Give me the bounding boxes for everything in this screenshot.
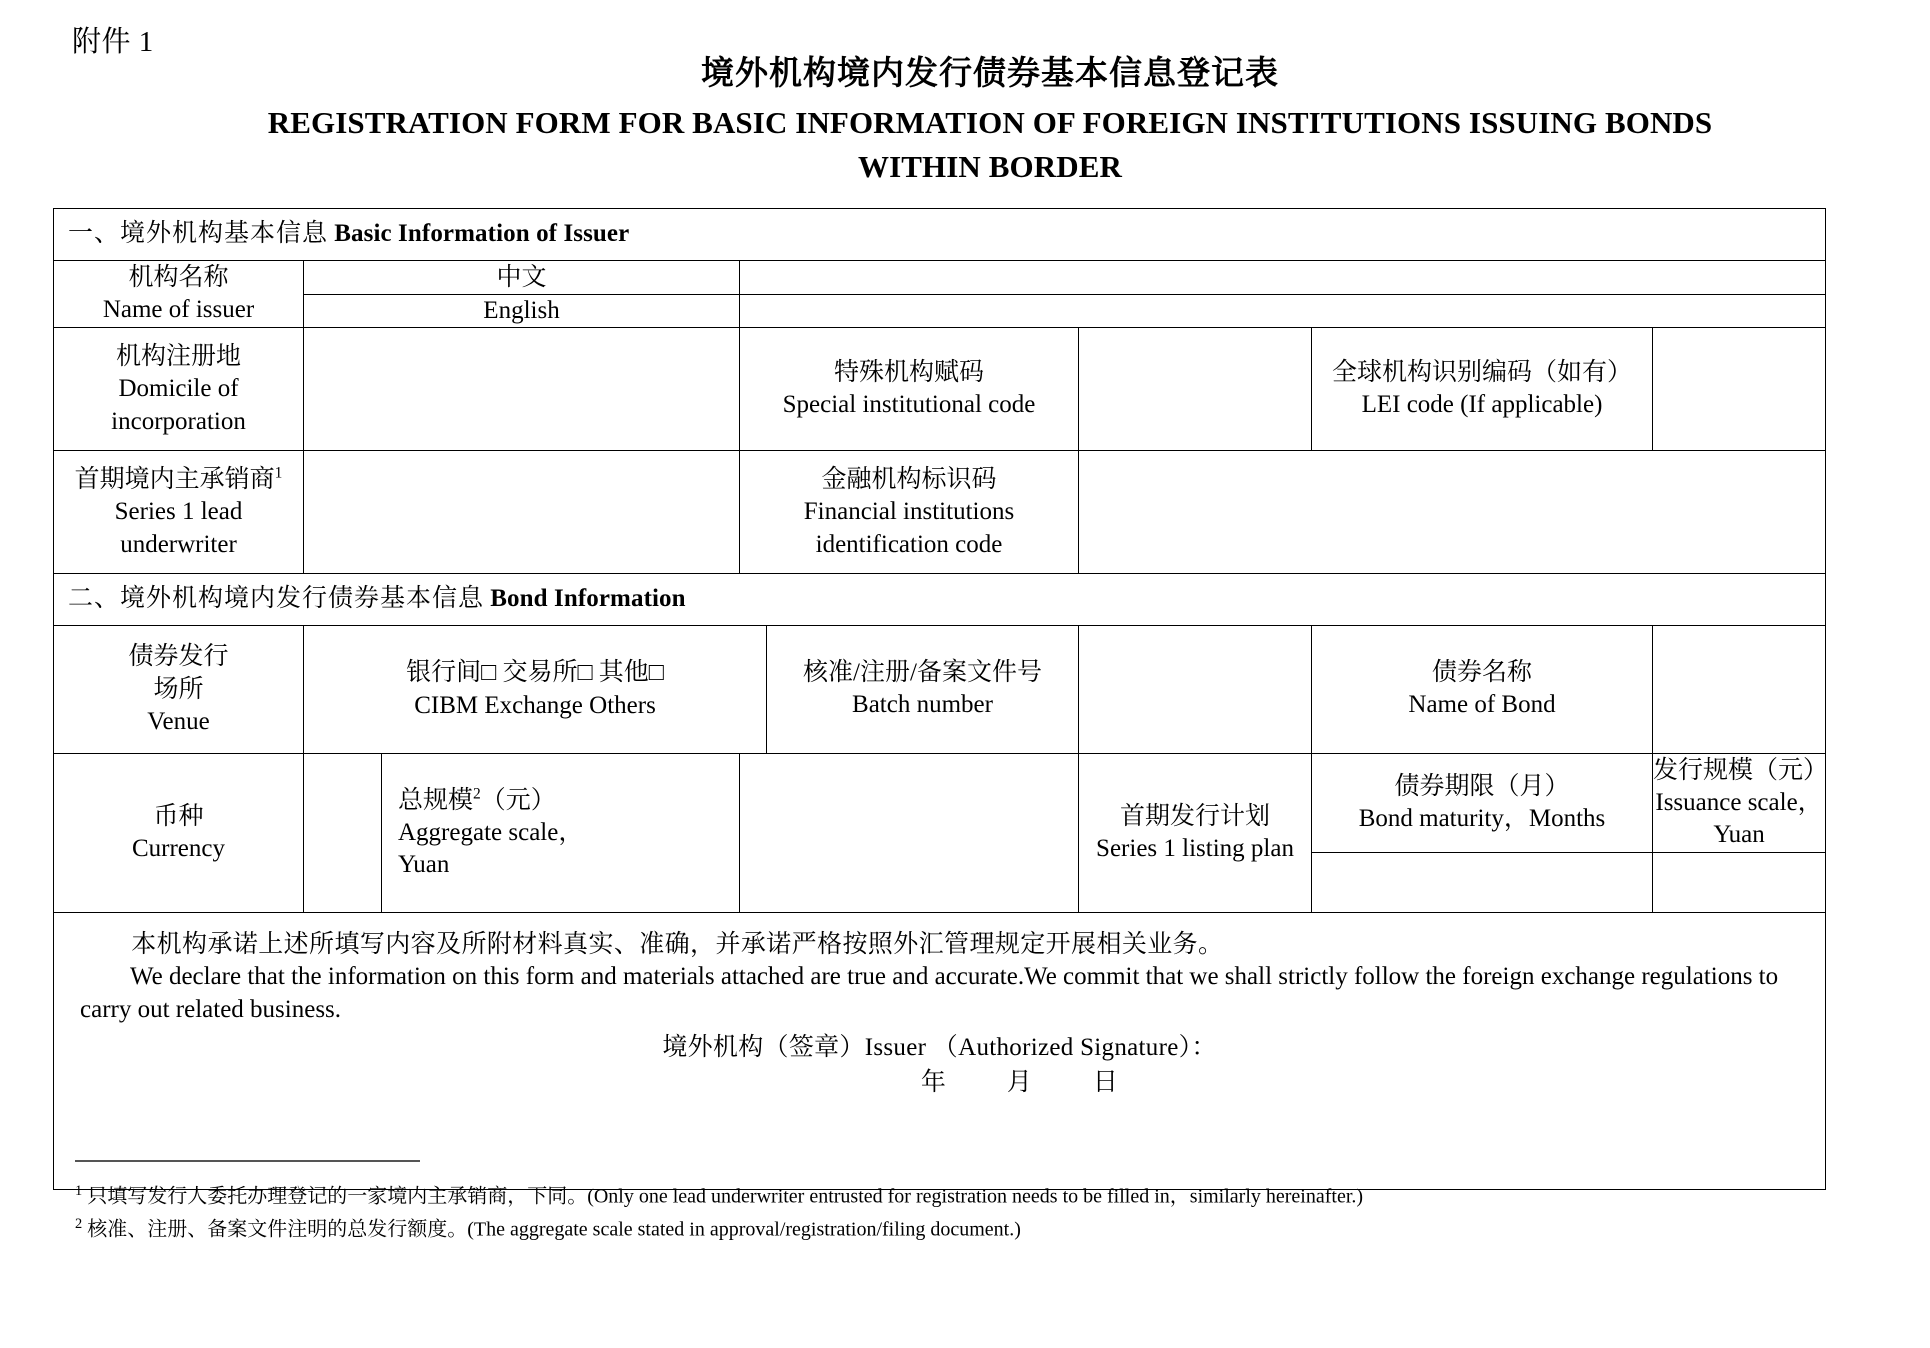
special-code-label-cn: 特殊机构赋码 — [833, 359, 984, 387]
aggregate-scale-label-cn-text: 总规模 — [398, 786, 474, 814]
issuance-scale-value-field[interactable] — [1653, 852, 1826, 912]
title-block — [120, 52, 1860, 189]
issuer-name-label-cn: 机构名称 — [128, 264, 229, 291]
aggregate-scale-label-cell — [382, 753, 740, 912]
table-row-currency-top — [54, 753, 1826, 852]
special-code-label-en: Special institutional code — [782, 391, 1036, 419]
issuer-name-value-cn-field[interactable] — [740, 260, 1826, 294]
bond-maturity-label-cn: 债券期限（月） — [1394, 772, 1570, 800]
fi-code-value-field[interactable] — [1079, 451, 1826, 574]
series1-plan-label-en: Series 1 listing plan — [1096, 834, 1294, 862]
series1-plan-label-cell — [1079, 753, 1312, 912]
section2-heading-cell — [54, 574, 1826, 626]
issuer-name-value-en-field[interactable] — [740, 294, 1826, 328]
special-code-label-cell — [740, 328, 1079, 451]
bond-maturity-label-en: Bond maturity，Months — [1358, 804, 1606, 832]
footnote-1-text: 只填写发行人委托办理登记的一家境内主承销商，下同。(Only one lead underwriter entrusted for registration needs to be filled in，similarly hereinafter.) — [87, 1185, 1364, 1208]
attachment-label: 附件 1 — [72, 26, 154, 58]
footnotes-area — [75, 1160, 1875, 1246]
footnote-separator-rule — [75, 1160, 420, 1162]
lei-code-label-en: LEI code (If applicable) — [1361, 391, 1603, 419]
batch-number-label-cell — [767, 625, 1079, 753]
bond-maturity-label-cell — [1312, 753, 1653, 852]
declaration-text-en: We declare that the information on this form and materials attached are true and accurate.We commit that we shall strictly follow the foreign exchange regulations to carry out related business. — [80, 963, 1779, 1023]
table-row-issuer-name-cn — [54, 260, 1826, 294]
lead-underwriter-label-en-line2: underwriter — [120, 530, 237, 558]
domicile-label-en-line1: Domicile of — [118, 375, 239, 402]
footnote-1 — [75, 1180, 1875, 1213]
currency-label-cell — [54, 753, 304, 912]
currency-label-en: Currency — [131, 834, 226, 862]
declaration-spacer — [80, 1099, 1799, 1165]
domicile-label-en-line2: incorporation — [111, 407, 246, 435]
document-title-en-line1: REGISTRATION FORM FOR BASIC INFORMATION OF FOREIGN INSTITUTIONS ISSUING BONDS — [267, 104, 1713, 140]
currency-value-field[interactable] — [304, 753, 382, 912]
table-row-domicile — [54, 328, 1826, 451]
venue-label-en: Venue — [147, 707, 210, 735]
lead-underwriter-label-cell — [54, 451, 304, 574]
bond-name-label-cell — [1312, 625, 1653, 753]
footnote-1-marker: 1 — [75, 1183, 83, 1199]
table-row-section2-heading — [54, 574, 1826, 626]
venue-label-cell — [54, 625, 304, 753]
section1-heading-cell — [54, 209, 1826, 261]
bond-name-label-en: Name of Bond — [1408, 691, 1556, 719]
lei-code-value-field[interactable] — [1653, 328, 1826, 451]
domicile-label-cell — [54, 328, 304, 451]
currency-label-cn: 币种 — [153, 802, 204, 830]
lei-code-label-cn: 全球机构识别编码（如有） — [1331, 359, 1632, 387]
aggregate-scale-value-field[interactable] — [740, 753, 1079, 912]
lang-cn-text: 中文 — [496, 263, 547, 291]
issuer-name-lang-cn-label — [304, 260, 740, 294]
batch-number-label-en: Batch number — [852, 691, 993, 719]
aggregate-scale-label-cn-unit: （元） — [480, 786, 556, 814]
lead-underwriter-label-en-line1: Series 1 lead — [114, 498, 243, 525]
issuance-scale-label-en: Issuance scale，Yuan — [1655, 788, 1823, 848]
fi-code-label-en-line1: Financial institutions — [803, 498, 1015, 525]
bond-name-value-field[interactable] — [1653, 625, 1826, 753]
footnote-2-marker: 2 — [75, 1216, 83, 1233]
date-year-label: 年 — [920, 1068, 947, 1096]
lei-code-label-cell — [1312, 328, 1653, 451]
date-month-label: 月 — [1006, 1068, 1033, 1096]
issuer-name-label-en: Name of issuer — [102, 296, 255, 323]
registration-form-table — [53, 208, 1829, 1190]
issuance-scale-label-cn: 发行规模（元） — [1653, 756, 1829, 784]
table-row-issuer-name-en — [54, 294, 1826, 328]
domicile-value-field[interactable] — [304, 328, 740, 451]
table-row-section1-heading — [54, 209, 1826, 261]
section1-heading-en: Basic Information of Issuer — [334, 220, 630, 247]
date-line[interactable] — [80, 1067, 1799, 1100]
issuer-name-lang-en-label — [304, 294, 740, 328]
table-row-declaration — [54, 912, 1826, 1190]
bond-maturity-value-field[interactable] — [1312, 852, 1653, 912]
issuer-name-label-cell — [54, 260, 304, 328]
issuance-scale-label-cell — [1653, 753, 1829, 852]
document-title-en-line2: WITHIN BORDER — [858, 148, 1122, 184]
aggregate-scale-label-en-line2: Yuan — [398, 851, 450, 878]
fi-code-label-cn: 金融机构标识码 — [821, 466, 997, 493]
footnote-marker-1: 1 — [274, 464, 283, 482]
declaration-cell — [54, 912, 1826, 1190]
lead-underwriter-label-cn — [54, 463, 303, 496]
footnote-2-text: 核准、注册、备案文件注明的总发行额度。(The aggregate scale stated in approval/registration/filing document.) — [87, 1218, 1021, 1241]
batch-number-label-cn: 核准/注册/备案文件号 — [803, 659, 1042, 687]
aggregate-scale-label-cn — [398, 784, 739, 817]
document-title-en — [120, 101, 1860, 189]
venue-label-cn-line1: 债券发行 — [128, 642, 229, 670]
lead-underwriter-value-field[interactable] — [304, 451, 740, 574]
aggregate-scale-label-en-line1: Aggregate scale， — [398, 818, 584, 846]
venue-options-cn[interactable]: 银行间□ 交易所□ 其他□ — [406, 659, 664, 686]
series1-plan-label-cn: 首期发行计划 — [1119, 802, 1270, 830]
venue-options-cell[interactable] — [304, 625, 767, 753]
domicile-label-cn: 机构注册地 — [115, 343, 241, 370]
bond-name-label-cn: 债券名称 — [1431, 659, 1532, 687]
date-day-label: 日 — [1092, 1068, 1119, 1096]
fi-code-label-cell — [740, 451, 1079, 574]
signature-line[interactable]: 境外机构（签章）Issuer （Authorized Signature）： — [662, 1034, 1217, 1061]
section2-heading-en: Bond Information — [490, 585, 686, 612]
document-title-cn: 境外机构境内发行债券基本信息登记表 — [701, 56, 1279, 92]
declaration-text-cn: 本机构承诺上述所填写内容及所附材料真实、准确，并承诺严格按照外汇管理规定开展相关业务。 — [131, 930, 1224, 958]
lang-en-text: English — [483, 296, 560, 324]
venue-label-cn-line2: 场所 — [153, 675, 204, 703]
special-code-value-field[interactable] — [1079, 328, 1312, 451]
lead-underwriter-label-cn-text: 首期境内主承销商 — [74, 466, 275, 493]
section1-heading-cn: 一、境外机构基本信息 — [68, 220, 329, 247]
table-row-venue — [54, 625, 1826, 753]
table-row-lead-underwriter — [54, 451, 1826, 574]
venue-options-en: CIBM Exchange Others — [414, 691, 656, 719]
footnote-marker-2: 2 — [473, 785, 481, 803]
batch-number-value-field[interactable] — [1079, 625, 1312, 753]
section2-heading-cn: 二、境外机构境内发行债券基本信息 — [68, 585, 485, 612]
fi-code-label-en-line2: identification code — [815, 530, 1003, 558]
footnote-2 — [75, 1213, 1875, 1246]
